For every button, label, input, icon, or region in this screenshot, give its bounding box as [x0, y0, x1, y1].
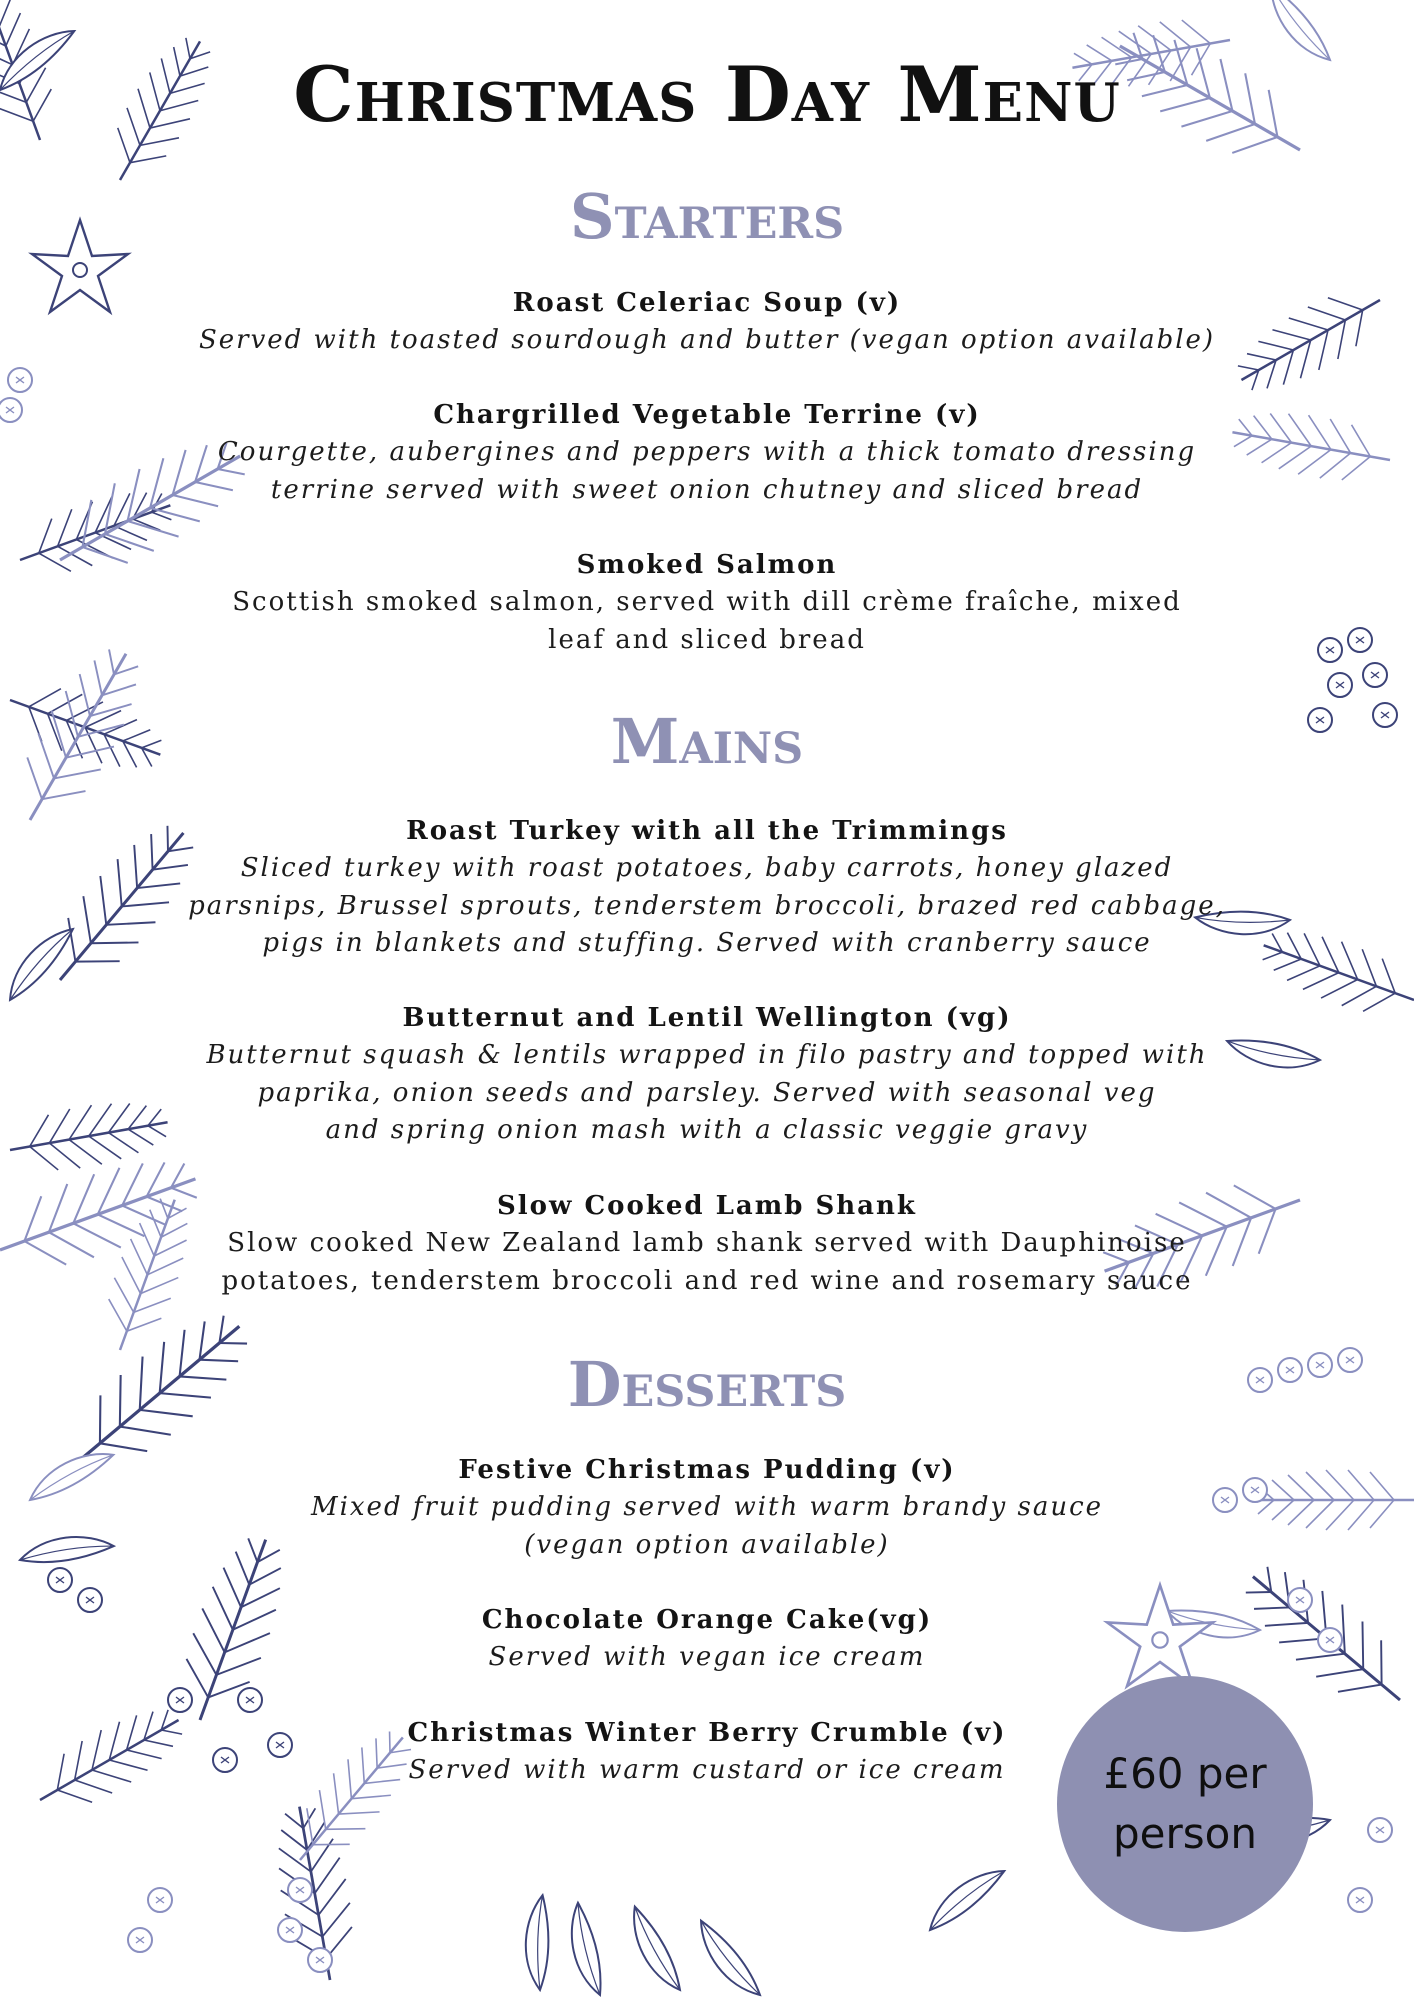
- menu-item: [180, 1602, 1234, 1677]
- item-description: Slow cooked New Zealand lamb shank served with Dauphinoise potatoes, tenderstem broccoli and red wine and rosemary sauce: [221, 1228, 1193, 1296]
- item-name: Festive Christmas Pudding (v): [458, 1455, 956, 1485]
- item-name: Smoked Salmon: [576, 550, 838, 580]
- item-name: Roast Turkey with all the Trimmings: [406, 816, 1008, 846]
- item-name: Chargrilled Vegetable Terrine (v): [433, 400, 981, 430]
- item-description: Butternut squash & lentils wrapped in filo pastry and topped with paprika, onion seeds and parsley. Served with seasonal veg and spring onion mash with a classic veggie gravy: [206, 1040, 1208, 1145]
- menu-item: [180, 813, 1234, 963]
- menu-item: [180, 285, 1234, 360]
- menu-item: [180, 1452, 1234, 1564]
- item-description: Sliced turkey with roast potatoes, baby carrots, honey glazed parsnips, Brussel sprouts, tenderstem broccoli, brazed red cabbage, pigs in blankets and stuffing. Served with cranberry sauce: [188, 853, 1226, 958]
- menu-item: [180, 1188, 1234, 1300]
- menu-item: [180, 547, 1234, 659]
- item-name: Butternut and Lentil Wellington (vg): [402, 1003, 1012, 1033]
- item-description: Scottish smoked salmon, served with dill crème fraîche, mixed leaf and sliced bread: [232, 587, 1182, 655]
- section-heading-mains: Mains: [610, 705, 804, 778]
- section-heading-desserts: Desserts: [567, 1348, 847, 1421]
- item-description: Served with toasted sourdough and butter (vegan option available): [198, 325, 1216, 355]
- item-description: Served with warm custard or ice cream: [408, 1755, 1006, 1785]
- item-description: Courgette, aubergines and peppers with a thick tomato dressing terrine served with sweet onion chutney and sliced bread: [217, 437, 1197, 505]
- item-description: Mixed fruit pudding served with warm brandy sauce (vegan option available): [310, 1492, 1104, 1560]
- menu-item: [180, 1000, 1234, 1150]
- item-name: Chocolate Orange Cake(vg): [481, 1605, 933, 1635]
- item-name: Roast Celeriac Soup (v): [512, 288, 902, 318]
- menu-item: [180, 397, 1234, 509]
- item-name: Christmas Winter Berry Crumble (v): [407, 1718, 1007, 1748]
- price-badge: £60 per person: [1057, 1676, 1313, 1932]
- menu-title: Christmas Day Menu: [293, 50, 1121, 139]
- section-heading-starters: Starters: [569, 180, 845, 253]
- item-name: Slow Cooked Lamb Shank: [497, 1191, 917, 1221]
- item-description: Served with vegan ice cream: [488, 1642, 926, 1672]
